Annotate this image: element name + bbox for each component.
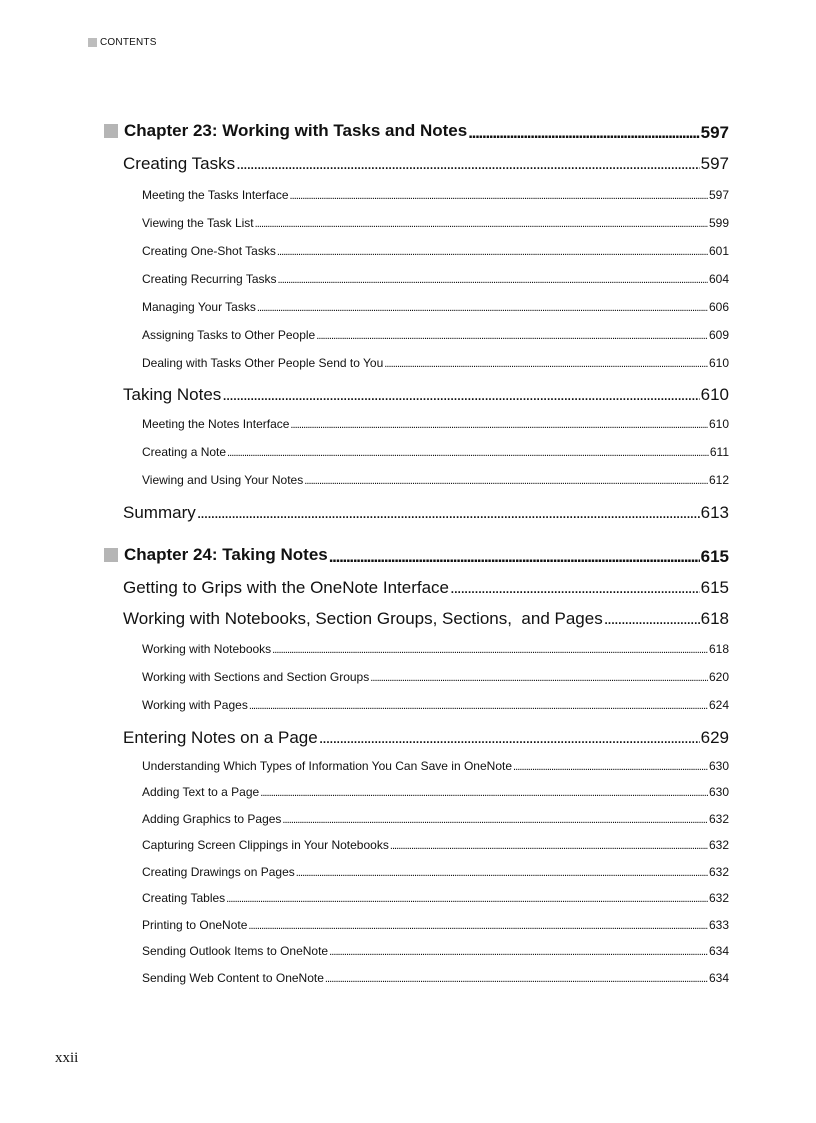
toc-subsection-entry[interactable] bbox=[142, 838, 729, 852]
toc-entry-title: Working with Pages bbox=[142, 698, 248, 712]
header-square-icon bbox=[88, 38, 97, 47]
toc-subsection-entry[interactable] bbox=[142, 865, 729, 879]
toc-subsection-entry[interactable] bbox=[142, 417, 729, 431]
toc-entry-title: Creating Recurring Tasks bbox=[142, 272, 277, 286]
toc-subsection-entry[interactable] bbox=[142, 944, 729, 958]
toc-entry-title: Working with Notebooks bbox=[142, 642, 272, 656]
toc-entry-title: Adding Text to a Page bbox=[142, 785, 260, 799]
toc-entry-title: Assigning Tasks to Other People bbox=[142, 328, 316, 342]
toc-entry-page: 597 bbox=[700, 154, 729, 173]
toc-entry-title: Summary bbox=[123, 503, 196, 522]
toc-entry-title: Viewing the Task List bbox=[142, 216, 254, 230]
toc-entry-title: Dealing with Tasks Other People Send to You bbox=[142, 356, 384, 370]
toc-entry-title: Chapter 23: Working with Tasks and Notes bbox=[124, 121, 468, 140]
toc-entry-title: Meeting the Tasks Interface bbox=[142, 188, 289, 202]
chapter-square-icon bbox=[104, 548, 118, 562]
dot-leader bbox=[604, 609, 700, 629]
dot-leader bbox=[222, 385, 699, 405]
dot-leader bbox=[290, 419, 708, 431]
toc-entry-title: Capturing Screen Clippings in Your Notebooks bbox=[142, 838, 389, 852]
toc-chapter-entry[interactable] bbox=[104, 121, 729, 143]
toc-subsection-entry[interactable] bbox=[142, 188, 729, 202]
toc-entry-page: 630 bbox=[708, 785, 729, 799]
dot-leader bbox=[278, 274, 708, 286]
toc-subsection-entry[interactable] bbox=[142, 759, 729, 773]
toc-entry-title: Creating Drawings on Pages bbox=[142, 865, 295, 879]
toc-entry-title: Printing to OneNote bbox=[142, 918, 248, 932]
toc-subsection-entry[interactable] bbox=[142, 812, 729, 826]
toc-entry-title: Working with Sections and Section Groups bbox=[142, 670, 370, 684]
toc-entry-title: Chapter 24: Taking Notes bbox=[124, 545, 328, 564]
toc-entry-page: 632 bbox=[708, 891, 729, 905]
dot-leader bbox=[325, 973, 708, 985]
toc-subsection-entry[interactable] bbox=[142, 670, 729, 684]
dot-leader bbox=[370, 672, 708, 684]
toc-entry-title: Creating Tables bbox=[142, 891, 226, 905]
header-label: CONTENTS bbox=[100, 37, 157, 48]
toc-entry-page: 599 bbox=[708, 216, 729, 230]
toc-entry-page: 597 bbox=[700, 123, 729, 142]
dot-leader bbox=[296, 867, 708, 879]
dot-leader bbox=[384, 358, 708, 370]
dot-leader bbox=[277, 246, 708, 258]
toc-subsection-entry[interactable] bbox=[142, 445, 729, 459]
dot-leader bbox=[197, 503, 700, 523]
toc-entry-page: 632 bbox=[708, 838, 729, 852]
toc-section-entry[interactable] bbox=[123, 154, 729, 174]
toc-section-entry[interactable] bbox=[123, 609, 729, 629]
dot-leader bbox=[236, 154, 699, 174]
toc-entry-page: 618 bbox=[700, 609, 729, 628]
toc-entry-title: Viewing and Using Your Notes bbox=[142, 473, 304, 487]
dot-leader bbox=[390, 840, 708, 852]
dot-leader bbox=[290, 190, 708, 202]
toc-entry-title: Creating a Note bbox=[142, 445, 227, 459]
toc-subsection-entry[interactable] bbox=[142, 891, 729, 905]
toc-entry-title: Creating One-Shot Tasks bbox=[142, 244, 276, 258]
toc-entry-page: 615 bbox=[700, 547, 729, 566]
dot-leader bbox=[255, 218, 708, 230]
dot-leader bbox=[468, 123, 699, 143]
chapter-square-icon bbox=[104, 124, 118, 138]
toc-entry-page: 604 bbox=[708, 272, 729, 286]
toc-subsection-entry[interactable] bbox=[142, 244, 729, 258]
toc-subsection-entry[interactable] bbox=[142, 642, 729, 656]
toc-entry-title: Sending Web Content to OneNote bbox=[142, 971, 324, 985]
toc-subsection-entry[interactable] bbox=[142, 785, 729, 799]
dot-leader bbox=[257, 302, 708, 314]
page-number: xxii bbox=[55, 1050, 79, 1066]
running-header bbox=[88, 37, 157, 48]
toc-entry-page: 632 bbox=[708, 812, 729, 826]
toc-entry-page: 630 bbox=[708, 759, 729, 773]
toc-subsection-entry[interactable] bbox=[142, 300, 729, 314]
toc-entry-title: Entering Notes on a Page bbox=[123, 728, 318, 747]
dot-leader bbox=[513, 761, 708, 773]
toc-entry-page: 610 bbox=[708, 356, 729, 370]
toc-entry-page: 632 bbox=[708, 865, 729, 879]
toc-subsection-entry[interactable] bbox=[142, 328, 729, 342]
toc-entry-page: 612 bbox=[708, 473, 729, 487]
toc-entry-page: 629 bbox=[700, 728, 729, 747]
toc-entry-page: 618 bbox=[708, 642, 729, 656]
toc-chapter-entry[interactable] bbox=[104, 545, 729, 567]
dot-leader bbox=[260, 787, 708, 799]
dot-leader bbox=[319, 728, 700, 748]
toc-entry-title: Working with Notebooks, Section Groups, Sections, and Pages bbox=[123, 609, 603, 628]
dot-leader bbox=[450, 578, 700, 598]
toc-entry-title: Getting to Grips with the OneNote Interface bbox=[123, 578, 449, 597]
dot-leader bbox=[249, 700, 708, 712]
toc-entry-title: Creating Tasks bbox=[123, 154, 236, 173]
toc-entry-page: 624 bbox=[708, 698, 729, 712]
dot-leader bbox=[329, 547, 700, 567]
dot-leader bbox=[272, 644, 708, 656]
toc-subsection-entry[interactable] bbox=[142, 356, 729, 370]
toc-subsection-entry[interactable] bbox=[142, 272, 729, 286]
dot-leader bbox=[282, 814, 708, 826]
toc-entry-page: 633 bbox=[708, 918, 729, 932]
toc-entry-title: Understanding Which Types of Information You Can Save in OneNote bbox=[142, 759, 513, 773]
toc-entry-page: 601 bbox=[708, 244, 729, 258]
toc-entry-title: Adding Graphics to Pages bbox=[142, 812, 282, 826]
toc-entry-title: Managing Your Tasks bbox=[142, 300, 256, 314]
toc-entry-title: Meeting the Notes Interface bbox=[142, 417, 290, 431]
dot-leader bbox=[316, 330, 708, 342]
toc-subsection-entry[interactable] bbox=[142, 698, 729, 712]
toc-section-entry[interactable] bbox=[123, 503, 729, 523]
toc-entry-title: Taking Notes bbox=[123, 385, 222, 404]
toc-entry-page: 610 bbox=[700, 385, 729, 404]
dot-leader bbox=[248, 920, 708, 932]
toc-entry-page: 597 bbox=[708, 188, 729, 202]
toc-section-entry[interactable] bbox=[123, 385, 729, 405]
toc-entry-page: 606 bbox=[708, 300, 729, 314]
toc-entry-page: 613 bbox=[700, 503, 729, 522]
toc-entry-page: 610 bbox=[708, 417, 729, 431]
toc-entry-page: 620 bbox=[708, 670, 729, 684]
toc-subsection-entry[interactable] bbox=[142, 216, 729, 230]
toc-entry-page: 611 bbox=[709, 445, 729, 459]
toc-entry-page: 615 bbox=[700, 578, 729, 597]
toc-section-entry[interactable] bbox=[123, 728, 729, 748]
toc-entry-title: Sending Outlook Items to OneNote bbox=[142, 944, 329, 958]
toc-entry-page: 609 bbox=[708, 328, 729, 342]
dot-leader bbox=[329, 946, 708, 958]
dot-leader bbox=[304, 475, 708, 487]
toc-entry-page: 634 bbox=[708, 944, 729, 958]
dot-leader bbox=[226, 893, 708, 905]
toc-subsection-entry[interactable] bbox=[142, 918, 729, 932]
toc-subsection-entry[interactable] bbox=[142, 971, 729, 985]
toc-entry-page: 634 bbox=[708, 971, 729, 985]
dot-leader bbox=[227, 447, 709, 459]
toc-subsection-entry[interactable] bbox=[142, 473, 729, 487]
toc-section-entry[interactable] bbox=[123, 578, 729, 598]
